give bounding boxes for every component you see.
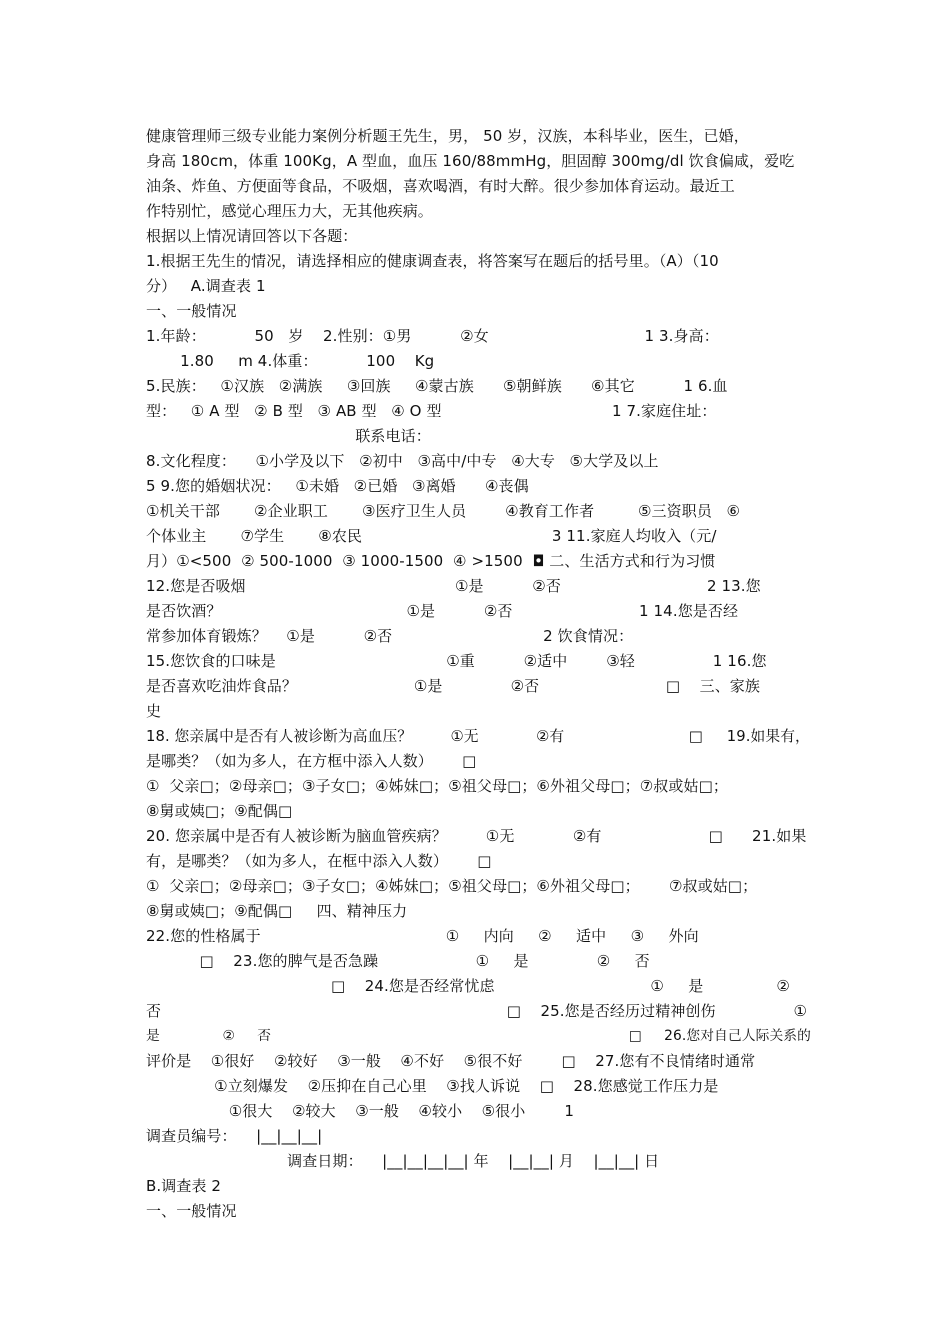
form-line: 5 9.您的婚姻状况： ①未婚 ②已婚 ③离婚 ④丧偶 (146, 477, 529, 495)
form-line: ① 父亲□；②母亲□；③子女□；④姊妹□；⑤祖父母□；⑥外祖父母□； ⑦叔或姑□； (146, 877, 758, 895)
form-line: □ 24.您是否经常忧虑 ① 是 ② (146, 977, 790, 995)
form-line: 22.您的性格属于 ① 内向 ② 适中 ③ 外向 (146, 927, 699, 945)
form-line: 史 (146, 702, 162, 720)
form-line: ⑧舅或姨□；⑨配偶□ (146, 802, 293, 820)
text-line: 根据以上情况请回答以下各题： (146, 227, 358, 245)
form-line: 是否饮酒？ ①是 ②否 1 14.您是否经 (146, 602, 739, 620)
form-line: 5.民族： ①汉族 ②满族 ③回族 ④蒙古族 ⑤朝鲜族 ⑥其它 1 6.血 (146, 377, 728, 395)
form-line: ①机关干部 ②企业职工 ③医疗卫生人员 ④教育工作者 ⑤三资职员 ⑥ (146, 502, 741, 520)
form-line: ⑧舅或姨□；⑨配偶□ 四、精神压力 (146, 902, 408, 920)
form-line: 评价是 ①很好 ②较好 ③一般 ④不好 ⑤很不好 □ 27.您有不良情绪时通常 (146, 1052, 756, 1070)
form-line: □ 23.您的脾气是否急躁 ① 是 ② 否 (146, 952, 650, 970)
text-line: 油条、炸鱼、方便面等食品，不吸烟，喜欢喝酒，有时大醉。很少参加体育运动。最近工 (146, 177, 735, 195)
text-line: 身高 180cm，体重 100Kg，A 型血，血压 160/88mmHg，胆固醇 300mg/dl 饮食偏咸，爱吃 (146, 152, 795, 170)
form-line: ① 父亲□；②母亲□；③子女□；④姊妹□；⑤祖父母□；⑥外祖父母□；⑦叔或姑□； (146, 777, 728, 795)
form-line: 是哪类？（如为多人，在方框中添入人数） □ (146, 752, 477, 770)
form-line: 12.您是否吸烟 ①是 ②否 2 13.您 (146, 577, 761, 595)
survey-date-line: 调查日期： |__|__|__|__| 年 |__|__| 月 |__|__| 日 (146, 1152, 660, 1170)
text-line: 健康管理师三级专业能力案例分析题王先生，男， 50 岁，汉族，本科毕业，医生，已婚， (146, 127, 749, 145)
form-line: 1.80 m 4.体重： 100 Kg (146, 352, 435, 370)
form-line: 15.您饮食的口味是 ①重 ②适中 ③轻 1 16.您 (146, 652, 767, 670)
form-line: 8.文化程度： ①小学及以下 ②初中 ③高中/中专 ④大专 ⑤大学及以上 (146, 452, 659, 470)
form-line: 联系电话： (146, 427, 431, 445)
text-line: 作特别忙，感觉心理压力大，无其他疾病。 (146, 202, 433, 220)
form-line: 个体业主 ⑦学生 ⑧农民 3 11.家庭人均收入（元/ (146, 527, 717, 545)
form-line: 型： ① A 型 ② B 型 ③ AB 型 ④ O 型 1 7.家庭住址： (146, 402, 717, 420)
form-line: 20. 您亲属中是否有人被诊断为脑血管疾病？ ①无 ②有 □ 21.如果 (146, 827, 807, 845)
section-heading: 一、一般情况 (146, 1202, 237, 1220)
section-heading: 一、一般情况 (146, 302, 237, 320)
form-line: 1.年龄： 50 岁 2.性别：①男 ②女 1 3.身高： (146, 327, 719, 345)
form-line: ①立刻爆发 ②压抑在自己心里 ③找人诉说 □ 28.您感觉工作压力是 (146, 1077, 719, 1095)
form-line: 月）①<500 ② 500-1000 ③ 1000-1500 ④ >1500 ◘ 二、生活方式和行为习惯 (146, 552, 716, 570)
question-1: 1.根据王先生的情况，请选择相应的健康调查表，将答案写在题后的括号里。（A）（10 (146, 252, 719, 270)
form-line: 否 □ 25.您是否经历过精神创伤 ① (146, 1002, 808, 1020)
form-line: ①很大 ②较大 ③一般 ④较小 ⑤很小 1 (146, 1102, 574, 1120)
form-line: 有，是哪类？（如为多人，在框中添入人数） □ (146, 852, 492, 870)
form-line: 是否喜欢吃油炸食品？ ①是 ②否 □ 三、家族 (146, 677, 760, 695)
investigator-id-line: 调查员编号： |__|__|__| (146, 1127, 323, 1145)
form-line: 18. 您亲属中是否有人被诊断为高血压？ ①无 ②有 □ 19.如果有， (146, 728, 810, 745)
text-line: 分） A.调查表 1 (146, 277, 266, 295)
section-heading: B.调查表 2 (146, 1177, 222, 1195)
form-line: 是 ② 否 □ 26.您对自己人际关系的 (146, 1028, 811, 1044)
form-line: 常参加体育锻炼？ ①是 ②否 2 饮食情况： (146, 627, 634, 645)
